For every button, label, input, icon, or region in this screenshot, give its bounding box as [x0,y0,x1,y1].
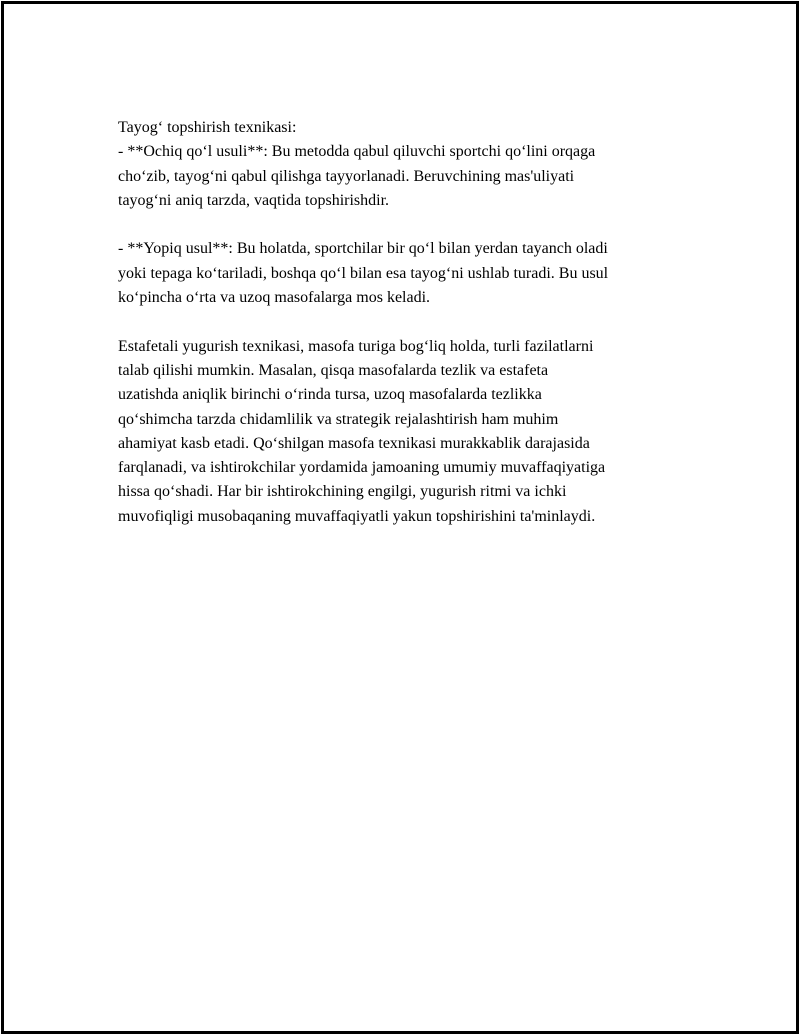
text-line: hissa qo‘shadi. Har bir ishtirokchining engilgi, yugurish ritmi va ichki [118,483,567,501]
text-line: - **Yopiq usul**: Bu holatda, sportchilar bir qo‘l bilan yerdan tayanch oladi [118,240,608,258]
document-body [118,116,708,529]
text-line: ko‘pincha o‘rta va uzoq masofalarga mos keladi. [118,289,431,307]
text-line: yoki tepaga ko‘tariladi, boshqa qo‘l bilan esa tayog‘ni ushlab turadi. Bu usul [118,264,609,282]
text-line: farqlanadi, va ishtirokchilar yordamida jamoaning umumiy muvaffaqiyatiga [118,459,606,477]
text-line: qo‘shimcha tarzda chidamlilik va strategik rejalashtirish ham muhim [118,410,559,428]
text-line: talab qilishi mumkin. Masalan, qisqa masofalarda tezlik va estafeta [118,361,549,379]
heading-line: Tayog‘ topshirish texnikasi: [118,119,297,136]
paragraph-spacer [118,310,708,334]
text-line: uzatishda aniqlik birinchi o‘rinda tursa, uzoq masofalarda tezlikka [118,386,542,404]
text-line: tayog‘ni aniq tarzda, vaqtida topshirishdir. [118,191,390,209]
paragraph-spacer [118,213,708,237]
text-line: muvofiqligi musobaqaning muvaffaqiyatli yakun topshirishini ta'minlaydi. [118,507,596,525]
text-line: - **Ochiq qo‘l usuli**: Bu metodda qabul qiluvchi sportchi qo‘lini orqaga [118,143,596,161]
text-line: ahamiyat kasb etadi. Qo‘shilgan masofa texnikasi murakkablik darajasida [118,434,590,452]
text-line: Estafetali yugurish texnikasi, masofa turiga bog‘liq holda, turli fazilatlarni [118,337,594,355]
text-line: cho‘zib, tayog‘ni qabul qilishga tayyorlanadi. Beruvchining mas'uliyati [118,167,575,185]
